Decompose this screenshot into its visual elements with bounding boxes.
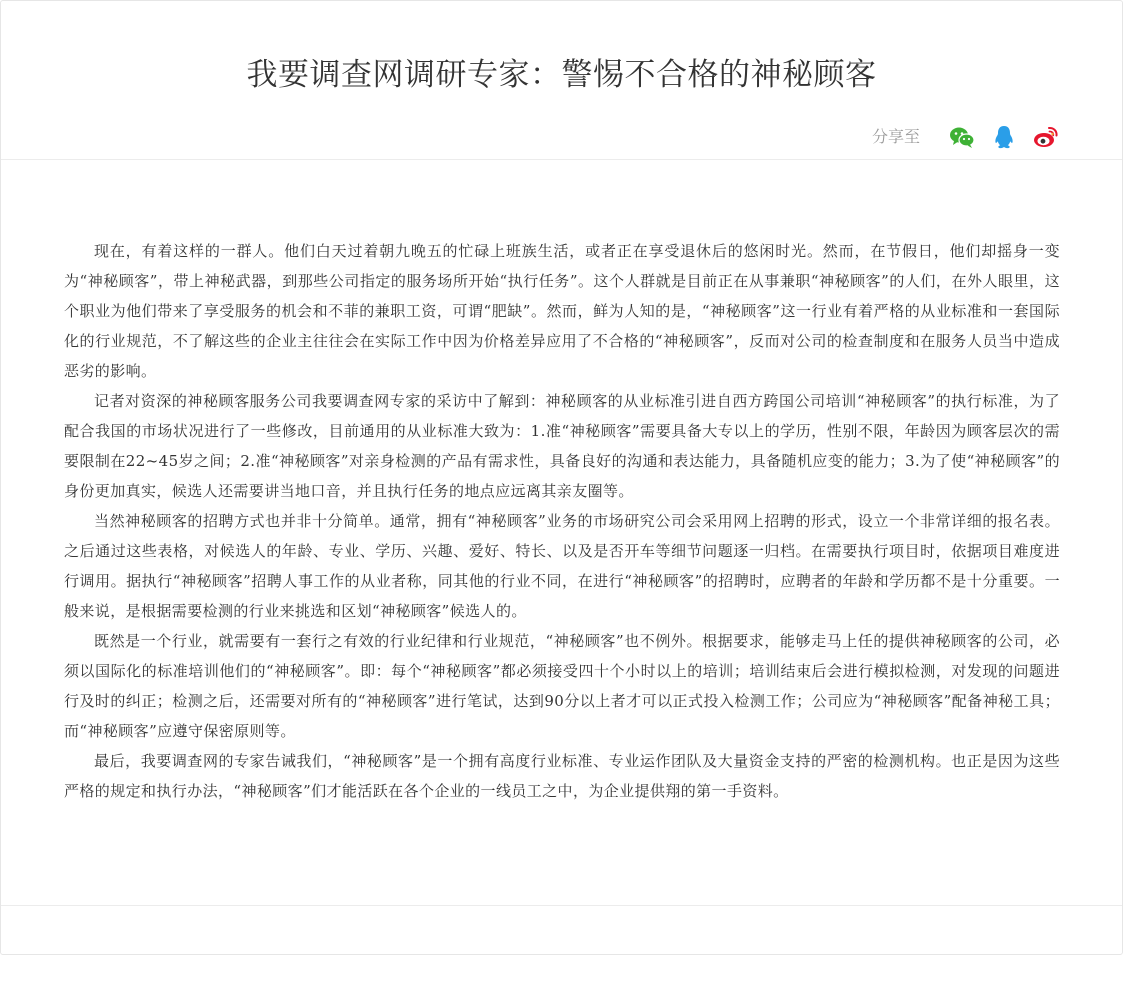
paragraph: 现在，有着这样的一群人。他们白天过着朝九晚五的忙碌上班族生活，或者正在享受退休后的悠闲时光。然而，在节假日，他们却摇身一变为“神秘顾客”，带上神秘武器，到那些公司指定的服务场所开始“执行任务”。这个人群就是目前正在从事兼职“神秘顾客”的人们，在外人眼里，这个职业为他们带来了享受服务的机会和不菲的兼职工资，可谓“肥缺”。然而，鲜为人知的是，“神秘顾客”这一行业有着严格的从业标准和一套国际化的行业规范，不了解这些的企业主往往会在实际工作中因为价格差异应用了不合格的“神秘顾客”，反而对公司的检查制度和在服务人员当中造成恶劣的影响。	[64, 242, 1060, 380]
paragraph: 最后，我要调查网的专家告诫我们，“神秘顾客”是一个拥有高度行业标准、专业运作团队及大量资金支持的严密的检测机构。也正是因为这些严格的规定和执行办法，“神秘顾客”们才能活跃在各个企业的一线员工之中，为企业提供翔的第一手资料。	[64, 752, 1060, 800]
article-title: 我要调查网调研专家：警惕不合格的神秘顾客	[246, 57, 877, 93]
footer-divider	[1, 905, 1122, 906]
paragraph: 既然是一个行业，就需要有一套行之有效的行业纪律和行业规范，“神秘顾客”也不例外。根据要求，能够走马上任的提供神秘顾客的公司，必须以国际化的标准培训他们的“神秘顾客”。即：每个“神秘顾客”都必须接受四十个小时以上的培训；培训结束后会进行模拟检测，对发现的问题进行及时的纠正；检测之后，还需要对所有的“神秘顾客”进行笔试，达到90分以上者才可以正式投入检测工作；公司应为“神秘顾客”配备神秘工具；而“神秘顾客”应遵守保密原则等。	[64, 632, 1060, 740]
share-label: 分享至	[871, 127, 920, 146]
qq-icon[interactable]	[990, 123, 1018, 151]
paragraph: 记者对资深的神秘顾客服务公司我要调查网专家的采访中了解到：神秘顾客的从业标准引进自西方跨国公司培训“神秘顾客”的执行标准，为了配合我国的市场状况进行了一些修改，目前通用的从业标准大致为：1.准“神秘顾客”需要具备大专以上的学历，性别不限，年龄因为顾客层次的需要限制在22~45岁之间；2.准“神秘顾客”对亲身检测的产品有需求性，具备良好的沟通和表达能力，具备随机应变的能力；3.为了使“神秘顾客”的身份更加真实，候选人还需要讲当地口音，并且执行任务的地点应远离其亲友圈等。	[64, 392, 1060, 500]
paragraph: 当然神秘顾客的招聘方式也并非十分简单。通常，拥有“神秘顾客”业务的市场研究公司会采用网上招聘的形式，设立一个非常详细的报名表。之后通过这些表格，对候选人的年龄、专业、学历、兴趣、爱好、特长、以及是否开车等细节问题逐一归档。在需要执行项目时，依据项目难度进行调用。据执行“神秘顾客”招聘人事工作的从业者称，同其他的行业不同，在进行“神秘顾客”的招聘时，应聘者的年龄和学历都不是十分重要。一般来说，是根据需要检测的行业来挑选和区划“神秘顾客”候选人的。	[64, 512, 1060, 620]
weibo-icon[interactable]	[1032, 123, 1060, 151]
article-header	[1, 1, 1122, 160]
share-bar	[872, 123, 1060, 151]
article-body	[64, 236, 1060, 806]
wechat-icon[interactable]	[948, 123, 976, 151]
